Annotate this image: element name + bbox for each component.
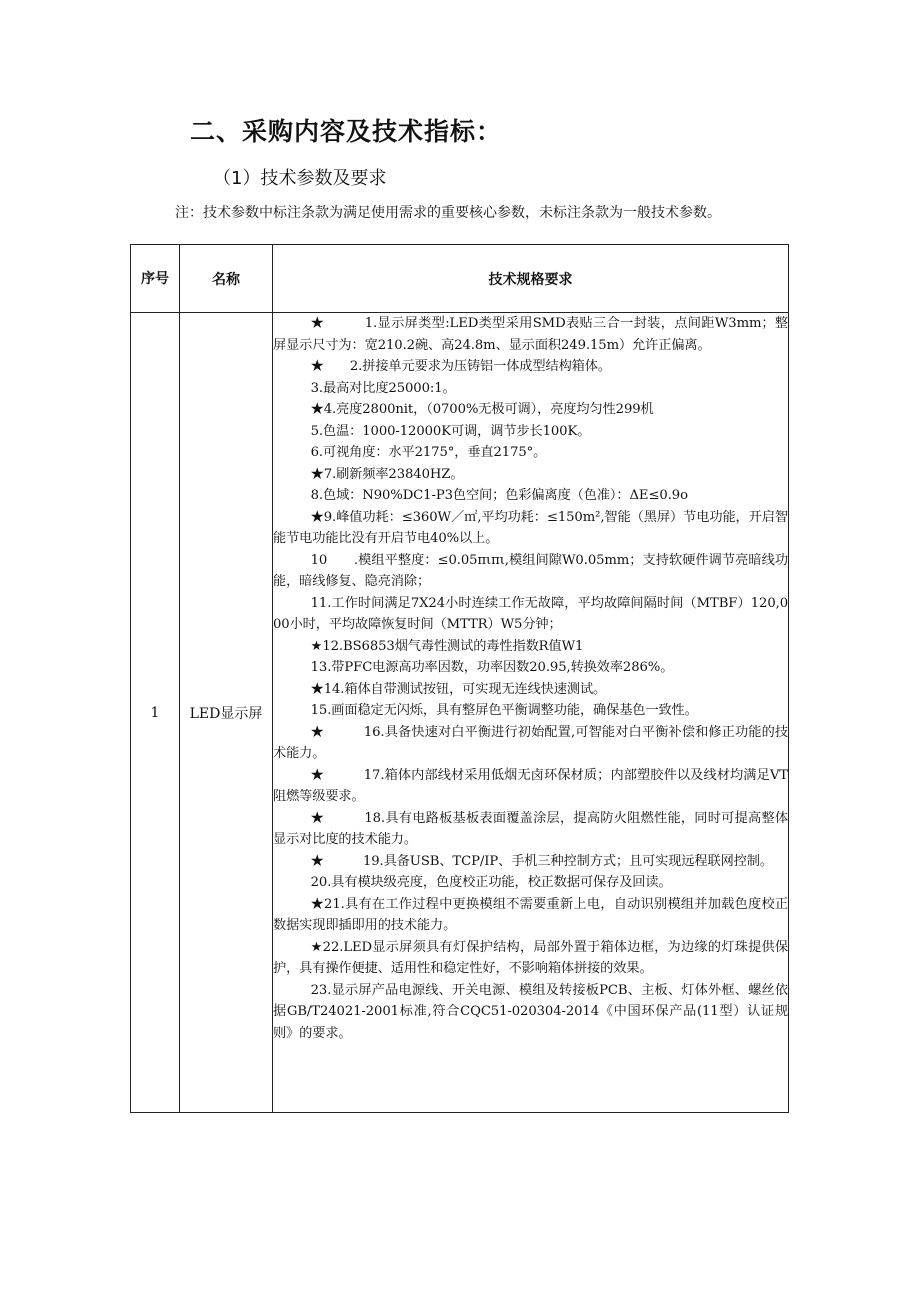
note-text: 注：技术参数中标注条款为满足使用需求的重要核心参数，未标注条款为一般技术参数。 — [175, 205, 721, 221]
table-header-row — [131, 245, 789, 313]
requirement-item: 13.带PFC电源高功率因数，功率因数20.95,转换效率286%。 — [310, 660, 674, 675]
requirement-item: 8.色域：N90%DC1-P3色空间；色彩偏离度（色准）：ΔE≤0.9o — [310, 488, 688, 503]
requirement-item: ★4.亮度2800nit，（0700%无极可调），亮度均匀性299机 — [310, 402, 654, 417]
requirements-cell — [273, 313, 789, 1113]
requirement-item: ★12.BS6853烟气毒性测试的毒性指数R值W1 — [310, 638, 584, 654]
requirement-item: 15.画面稳定无闪烁，具有整屏色平衡调整功能，确保基色一致性。 — [310, 703, 698, 718]
table-row — [131, 313, 789, 1113]
requirement-item: ★22.LED显示屏须具有灯保护结构，局部外置于箱体边框，为边缘的灯珠提供保护，具有操作便捷、适用性和稳定性好，不影响箱体拼接的效果。 — [273, 939, 788, 976]
requirement-item: ★ 19.具备USB、TCP/IP、手机三种控制方式；且可实现远程联网控制。 — [310, 853, 773, 869]
header-seq: 序号 — [131, 245, 180, 313]
requirement-item: ★21.具有在工作过程中更换模组不需要重新上电，自动识别模组并加载色度校正数据实现即插即用的技术能力。 — [273, 896, 788, 933]
requirement-item: ★ 17.箱体内部线材采用低烟无卤环保材质；内部塑胶件以及线材均满足VT阻燃等级要求。 — [273, 767, 788, 804]
requirement-item: 20.具有模块级亮度，色度校正功能，校正数据可保存及回读。 — [310, 875, 672, 890]
requirement-item: ★ 16.具备快速对白平衡进行初始配置,可智能对白平衡补偿和修正功能的技术能力。 — [273, 724, 788, 761]
requirement-item: ★ 18.具有电路板基板表面覆盖涂层，提高防火阻燃性能，同时可提高整体显示对比度的技术能力。 — [273, 810, 788, 847]
requirement-item: 11.工作时间满足7X24小时连续工作无故障，平均故障间隔时间（MTBF）120,000小时，平均故障恢复时间（MTTR）W5分钟； — [273, 595, 788, 632]
requirement-item: 23.显示屏产品电源线、开关电源、模组及转接板PCB、主板、灯体外框、螺丝依据GB/T24021-2001标准,符合CQC51-020304-2014《中国环保产品(11型）认证规则》的要求。 — [273, 982, 788, 1041]
requirement-item: ★14.箱体自带测试按钮，可实现无连线快速测试。 — [310, 681, 607, 697]
requirement-item: 10 .模组平整度：≤0.05πιπι,模组间隙W0.05mm；支持软硬件调节亮暗线功能，暗线修复、隐亮消除； — [273, 552, 788, 589]
requirement-item: ★ 2.拼接单元要求为压铸铝一体成型结构箱体。 — [310, 359, 611, 374]
requirement-item: 3.最高对比度25000:1。 — [310, 380, 456, 396]
requirement-item: 6.可视角度：水平2175°，垂直2175°。 — [310, 445, 547, 460]
requirement-item: 5.色温：1000-12000K可调，调节步长100K。 — [310, 423, 591, 439]
row-seq: 1 — [131, 313, 180, 1113]
requirement-item: ★7.刷新频率23840HZ。 — [310, 466, 464, 482]
section-heading: 二、采购内容及技术指标： — [190, 117, 503, 146]
row-name: LED显示屏 — [180, 313, 273, 1113]
header-spec: 技术规格要求 — [273, 245, 789, 313]
requirement-item: ★ 1.显示屏类型:LED类型采用SMD表贴三合一封装，点间距W3mm；整屏显示尺寸为：宽210.2碗、高24.8m、显示面积249.15m）允许正偏离。 — [273, 316, 788, 353]
spec-table — [130, 244, 789, 1113]
requirement-item: ★9.峰值功耗：≤360W／㎡,平均功耗：≤150m²,智能（黑屏）节电功能，开启智能节电功能比没有开启节电40%以上。 — [273, 509, 788, 546]
section-subheading: （1）技术参数及要求 — [213, 168, 387, 189]
header-name: 名称 — [180, 245, 273, 313]
